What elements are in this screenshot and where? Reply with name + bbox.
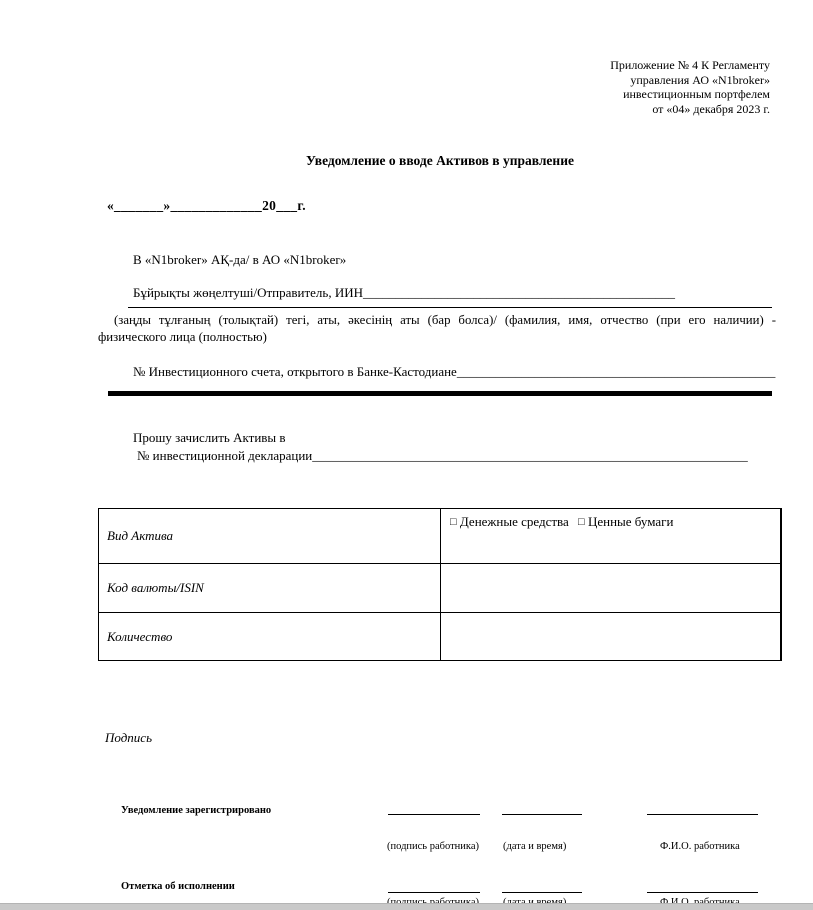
sender-fill-continuation-line bbox=[128, 295, 772, 308]
appendix-header bbox=[610, 58, 770, 116]
asset-type-options-cell bbox=[441, 509, 782, 564]
asset-type-label: Вид Актива bbox=[99, 509, 441, 564]
appendix-line: Приложение № 4 К Регламенту bbox=[610, 58, 770, 72]
checkbox-securities-icon: □ bbox=[578, 516, 585, 528]
sender-fill-line: ________________________________________________ bbox=[363, 285, 676, 300]
currency-code-value-cell bbox=[441, 564, 782, 613]
execution-datetime-line bbox=[502, 879, 582, 893]
option-securities bbox=[578, 514, 673, 529]
declaration-line bbox=[137, 448, 748, 464]
custody-account-label: № Инвестиционного счета, открытого в Банке-Кастодиане bbox=[133, 364, 457, 379]
request-line: Прошу зачислить Активы в bbox=[133, 430, 286, 445]
registration-datetime-line bbox=[502, 801, 582, 815]
appendix-line: управления АО «N1broker» bbox=[630, 72, 770, 87]
registration-datetime-caption: (дата и время) bbox=[503, 841, 567, 852]
sender-note-line2: физического лица (полностью) bbox=[98, 330, 267, 344]
appendix-line: от «04» декабря 2023 г. bbox=[652, 101, 770, 116]
registration-label: Уведомление зарегистрировано bbox=[121, 805, 272, 816]
execution-signature-line bbox=[388, 879, 480, 893]
declaration-label: № инвестиционной декларации bbox=[137, 448, 313, 463]
appendix-line: инвестиционным портфелем bbox=[623, 87, 770, 101]
date-fill-line: «_______»_____________20___г. bbox=[107, 198, 306, 213]
declaration-fill-line: ___________________________________________________________________ bbox=[312, 448, 748, 463]
document-title: Уведомление о вводе Активов в управление bbox=[306, 153, 574, 168]
asset-table bbox=[98, 508, 782, 661]
registration-name-line bbox=[647, 801, 758, 815]
recipient-line: В «N1broker» АҚ-да/ в АО «N1broker» bbox=[133, 252, 347, 267]
currency-code-label: Код валюты/ISIN bbox=[99, 564, 441, 613]
registration-signature-line bbox=[388, 801, 480, 815]
registration-name-caption: Ф.И.О. работника bbox=[660, 841, 740, 852]
page-edge-strip bbox=[0, 903, 813, 910]
custody-account-fill-line: _________________________________________________ bbox=[456, 364, 776, 379]
option-securities-label: Ценные бумаги bbox=[587, 514, 674, 529]
custody-account-line bbox=[133, 364, 775, 380]
execution-name-line bbox=[647, 879, 758, 893]
option-cash bbox=[450, 514, 572, 529]
table-row-currency-code bbox=[99, 564, 782, 613]
signature-label: Подпись bbox=[105, 730, 152, 745]
execution-label: Отметка об исполнении bbox=[121, 881, 235, 892]
checkbox-cash-icon: □ bbox=[450, 516, 457, 528]
quantity-value-cell bbox=[441, 613, 782, 661]
sender-label: Бұйрықты жөңелтуші/Отправитель, ИИН bbox=[133, 285, 364, 300]
table-row-asset-type bbox=[99, 509, 782, 564]
sender-note-line1: (заңды тұлғаның (толықтай) тегі, аты, әкесінің аты (бар болса)/ (фамилия, имя, отчество (при его наличии) - bbox=[114, 313, 776, 327]
section-divider-rule bbox=[108, 391, 772, 396]
registration-signature-caption: (подпись работника) bbox=[387, 841, 480, 852]
table-row-quantity bbox=[99, 613, 782, 661]
option-cash-label: Денежные средства bbox=[459, 514, 569, 529]
quantity-label: Количество bbox=[99, 613, 441, 661]
